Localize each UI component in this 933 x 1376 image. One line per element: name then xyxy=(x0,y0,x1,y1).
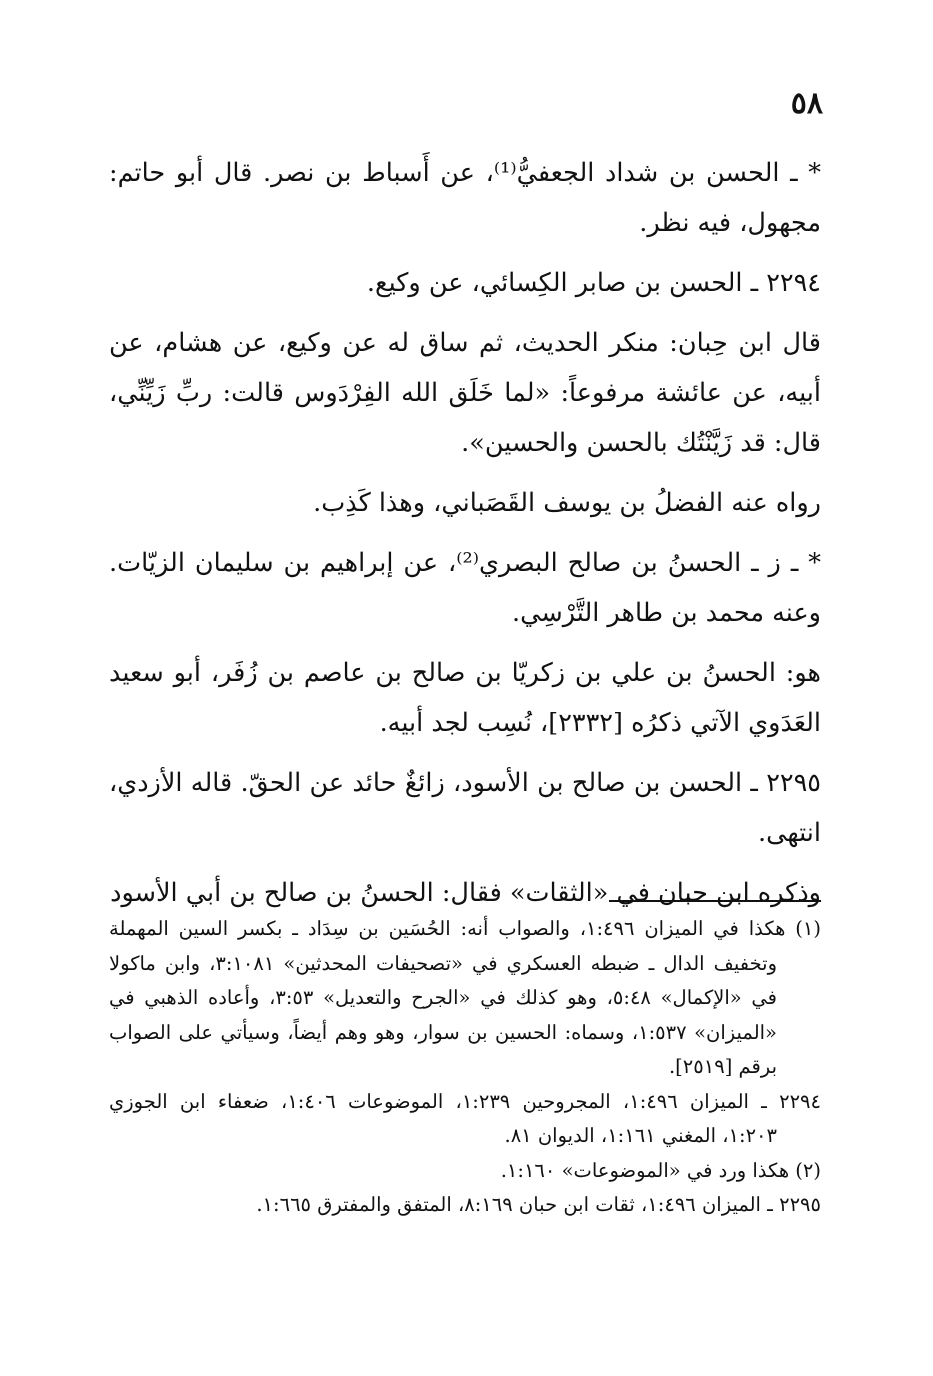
entry-2294-heading: ٢٢٩٤ ـ الحسن بن صابر الكِسائي، عن وكيع. xyxy=(366,268,821,298)
footnote-2295: ٢٢٩٥ ـ الميزان ١:٤٩٦، ثقات ابن حبان ٨:١٦٩، المتفق والمفترق ١:٦٦٥. xyxy=(256,1193,821,1216)
footnote-1: (١) هكذا في الميزان ١:٤٩٦، والصواب أنه: الحُسَين بن سِدَاد ـ بكسر السين المهملة وتخفيف الدال ـ ضبطه العسكري في «تصحيفات المحدثين» ٣:١٠٨١، وابن ماكولا في «الإكمال» ٥:٤٨، وهو كذلك في «الجرح والتعديل» ٣:٥٣، وأعاده الذهبي في «الميزان» ١:٥٣٧، وسماه: الحسين بن سوار، وهو وهم أيضاً، وسيأتي على الصواب برقم [٢٥١٩]. xyxy=(109,917,821,1078)
footnote-2: (٢) هكذا ورد في «الموضوعات» ١:١٦٠. xyxy=(500,1158,821,1182)
footnote-divider xyxy=(609,900,821,902)
main-text xyxy=(109,148,821,928)
page-number: ٥٨ xyxy=(790,86,823,121)
entry-2295-heading: ٢٢٩٥ ـ الحسن بن صالح بن الأسود، زائغٌ حائد عن الحقّ. قاله الأزدي، انتهى. xyxy=(109,768,821,848)
entry-2294-narration: رواه عنه الفضلُ بن يوسف القَصَباني، وهذا كَذِب. xyxy=(313,488,821,518)
entry-2295-ibn-hibban: وذكره ابن حبان في «الثقات» فقال: الحسنُ بن صالح بن أبي الأسود xyxy=(110,878,821,908)
entry-2294-ibn-hibban: قال ابن حِبان: منكر الحديث، ثم ساق له عن وكيع، عن هشام، عن أبيه، عن عائشة مرفوعاً: «لما خَلَق الله الفِرْدَوس قالت: ربِّ زَيِّنِّي، قال: قد زَيَّنْتُك بالحسن والحسين». xyxy=(109,328,821,458)
footnotes xyxy=(109,912,821,1223)
footnote-2294: ٢٢٩٤ ـ الميزان ١:٤٩٦، المجروحين ١:٢٣٩، الموضوعات ١:٤٠٦، ضعفاء ابن الجوزي ١:٢٠٣، المغني ١:١٦١، الديوان ٨١. xyxy=(109,1089,822,1147)
entry-hasan-ibn-shaddad: * ـ الحسن بن شداد الجعفيُّ⁽¹⁾، عن أَسباط بن نصر. قال أبو حاتم: مجهول، فيه نظر. xyxy=(109,158,821,238)
entry-hasan-ibn-salih-basri: * ـ ز ـ الحسنُ بن صالح البصري⁽²⁾، عن إبراهيم بن سليمان الزيّات. وعنه محمد بن طاهر التَّرْسِي. xyxy=(109,548,822,628)
entry-hasan-ibn-ali-note: هو: الحسنُ بن علي بن زكريّا بن صالح بن عاصم بن زُفَر، أبو سعيد العَدَوي الآتي ذكرُه [٢٣٣٢]، نُسِب لجد أبيه. xyxy=(109,658,821,738)
